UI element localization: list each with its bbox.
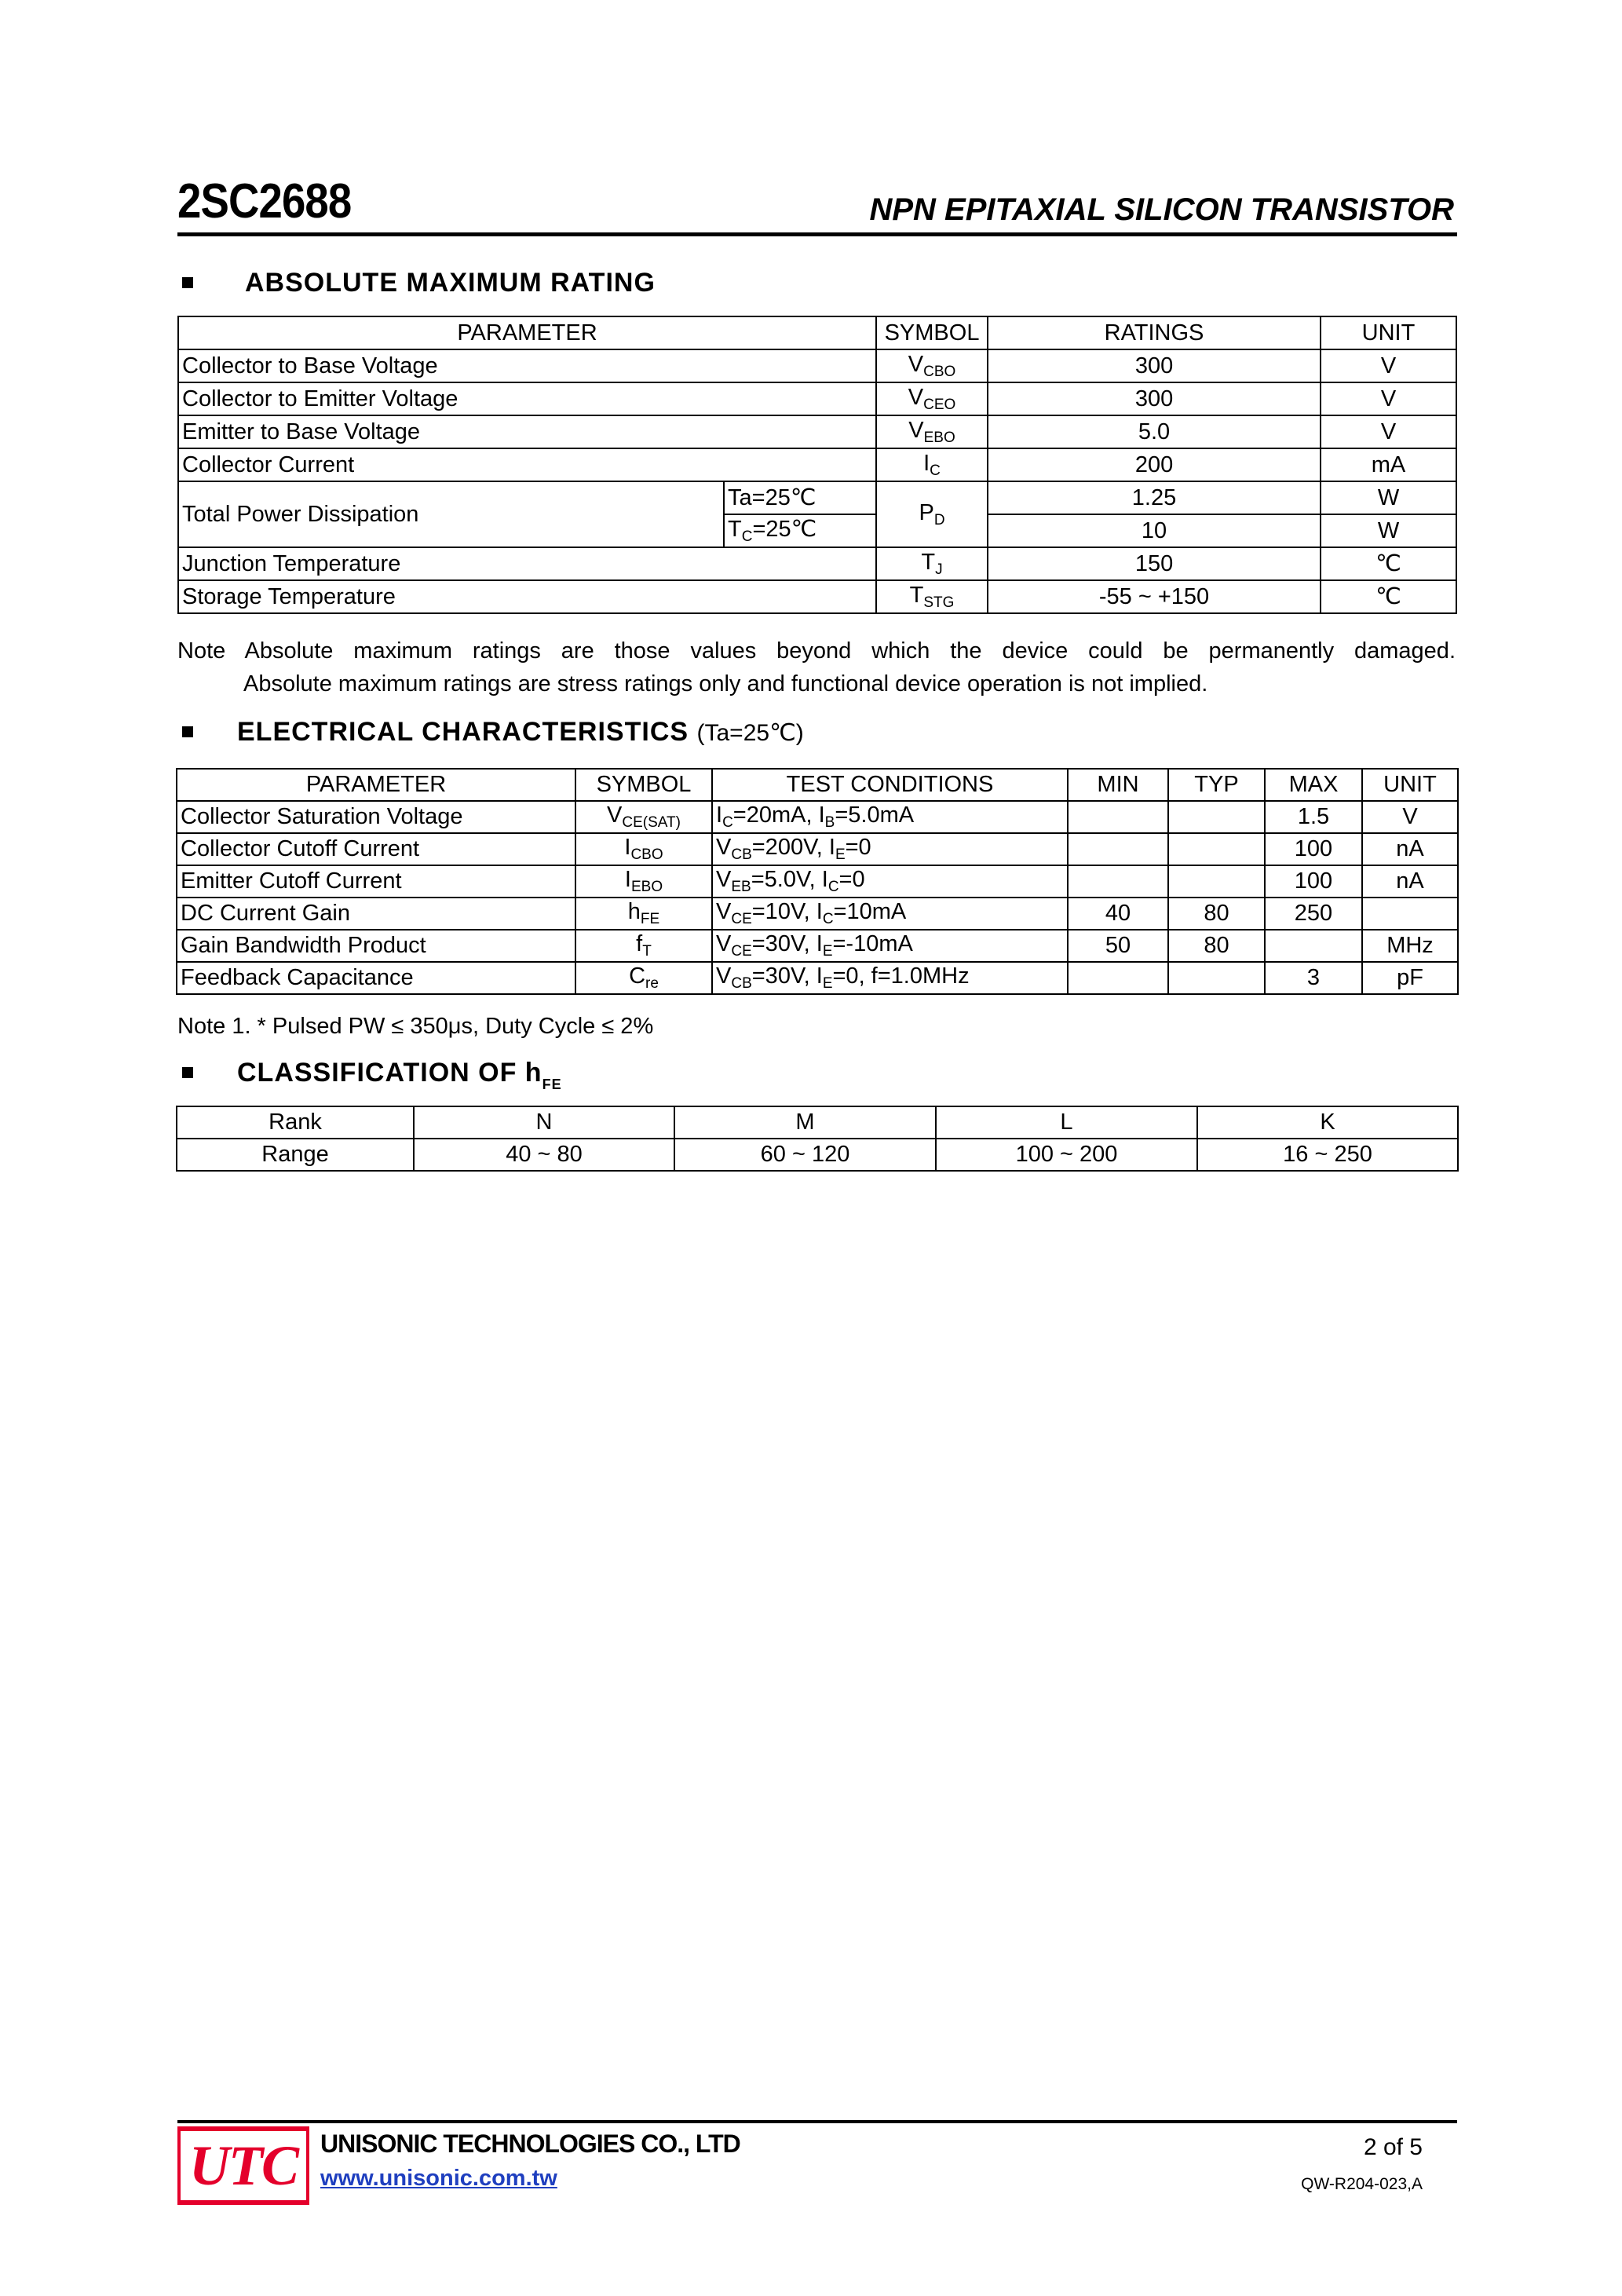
min-cell (1068, 801, 1168, 833)
website-link[interactable]: www.unisonic.com.tw (320, 2166, 557, 2191)
max-cell: 100 (1265, 865, 1362, 898)
symbol-cell: $P_D$ (876, 481, 988, 547)
parameter-cell: Collector to Emitter Voltage (178, 382, 876, 415)
unit-cell: mA (1321, 448, 1456, 481)
table-header-row (178, 316, 1456, 349)
rating-cell: 5.0 (988, 415, 1321, 448)
typ-cell: 80 (1168, 898, 1265, 930)
page-number: 2 of 5 (1363, 2134, 1423, 2160)
square-bullet-icon (182, 277, 193, 288)
unit-cell: W (1321, 514, 1456, 547)
rank-row (177, 1106, 1458, 1139)
square-bullet-icon (182, 726, 193, 737)
condition-cell: $T_C=25℃$ (724, 514, 876, 547)
rating-cell: 300 (988, 382, 1321, 415)
section-title: ELECTRICAL CHARACTERISTICS (Ta=25℃) (237, 717, 804, 747)
rating-cell: 10 (988, 514, 1321, 547)
rating-cell: 200 (988, 448, 1321, 481)
note-line-1: Note Absolute maximum ratings are those values beyond which the device could be permanently damaged. (177, 638, 1456, 664)
max-cell: 1.5 (1265, 801, 1362, 833)
unit-cell: V (1362, 801, 1458, 833)
column-header: MIN (1068, 769, 1168, 801)
table-row (178, 481, 1456, 514)
test-condition-cell: $V_{CE}=30V$, $I_E=-10mA$ (712, 930, 1068, 962)
column-header: SYMBOL (575, 769, 712, 801)
column-header: TEST CONDITIONS (712, 769, 1068, 801)
max-cell (1265, 930, 1362, 962)
column-header: UNIT (1321, 316, 1456, 349)
unit-cell: W (1321, 481, 1456, 514)
range-cell: 60 ~ 120 (674, 1139, 936, 1171)
parameter-cell: Emitter to Base Voltage (178, 415, 876, 448)
typ-cell (1168, 801, 1265, 833)
typ-cell: 80 (1168, 930, 1265, 962)
document-title: NPN EPITAXIAL SILICON TRANSISTOR (869, 192, 1454, 227)
rating-cell: 300 (988, 349, 1321, 382)
section-title: CLASSIFICATION OF $h_{FE}$ (237, 1058, 562, 1092)
parameter-cell: Junction Temperature (178, 547, 876, 580)
table-row (177, 801, 1458, 833)
max-cell: 100 (1265, 833, 1362, 865)
section-title: ABSOLUTE MAXIMUM RATING (245, 268, 656, 298)
square-bullet-icon (182, 1067, 193, 1078)
parameter-cell: Collector to Base Voltage (178, 349, 876, 382)
note-line-2: Absolute maximum ratings are stress ratings only and functional device operation is not implied. (243, 671, 1208, 696)
unit-cell: MHz (1362, 930, 1458, 962)
rank-cell: L (936, 1106, 1197, 1139)
symbol-cell: $I_{EBO}$ (575, 865, 712, 898)
table-row (177, 930, 1458, 962)
rank-cell: K (1197, 1106, 1458, 1139)
max-cell: 3 (1265, 962, 1362, 994)
test-condition-cell: $V_{CE}=10V$, $I_C=10mA$ (712, 898, 1068, 930)
parameter-cell: DC Current Gain (177, 898, 575, 930)
min-cell (1068, 833, 1168, 865)
part-number: 2SC2688 (177, 174, 352, 229)
min-cell: 50 (1068, 930, 1168, 962)
unit-cell: V (1321, 415, 1456, 448)
typ-cell (1168, 833, 1265, 865)
test-condition-cell: $V_{EB}=5.0V$, $I_C=0$ (712, 865, 1068, 898)
parameter-cell: Storage Temperature (178, 580, 876, 613)
table-row (178, 415, 1456, 448)
symbol-cell: $V_{CEO}$ (876, 382, 988, 415)
range-cell: 16 ~ 250 (1197, 1139, 1458, 1171)
min-cell (1068, 962, 1168, 994)
abs-max-table (177, 316, 1457, 614)
symbol-cell: $I_{CBO}$ (575, 833, 712, 865)
parameter-cell: Total Power Dissipation (178, 481, 724, 547)
unit-cell: nA (1362, 865, 1458, 898)
symbol-cell: $V_{EBO}$ (876, 415, 988, 448)
condition-cell: Ta=25℃ (724, 481, 876, 514)
table-row (178, 382, 1456, 415)
parameter-cell: Feedback Capacitance (177, 962, 575, 994)
table-row (178, 580, 1456, 613)
rating-cell: 150 (988, 547, 1321, 580)
document-code: QW-R204-023,A (1301, 2175, 1423, 2193)
unit-cell: V (1321, 382, 1456, 415)
range-cell: 100 ~ 200 (936, 1139, 1197, 1171)
electrical-note: Note 1. * Pulsed PW ≤ 350μs, Duty Cycle ≤ 2% (177, 1014, 654, 1039)
unit-cell (1362, 898, 1458, 930)
parameter-cell: Collector Cutoff Current (177, 833, 575, 865)
column-header: PARAMETER (178, 316, 876, 349)
min-cell (1068, 865, 1168, 898)
symbol-cell: $T_{STG}$ (876, 580, 988, 613)
test-condition-cell: $V_{CB}=30V$, $I_E=0$, f=1.0MHz (712, 962, 1068, 994)
table-row (177, 898, 1458, 930)
column-header: TYP (1168, 769, 1265, 801)
row-label: Range (177, 1139, 414, 1171)
section-condition: (Ta=25℃) (696, 720, 804, 746)
table-row (177, 865, 1458, 898)
symbol-cell: $f_T$ (575, 930, 712, 962)
rating-cell: -55 ~ +150 (988, 580, 1321, 613)
test-condition-cell: $V_{CB}=200V$, $I_E=0$ (712, 833, 1068, 865)
typ-cell (1168, 962, 1265, 994)
min-cell: 40 (1068, 898, 1168, 930)
typ-cell (1168, 865, 1265, 898)
company-name: UNISONIC TECHNOLOGIES CO., LTD (320, 2130, 740, 2158)
utc-logo: UTC (177, 2126, 309, 2205)
electrical-table (176, 768, 1459, 995)
column-header: RATINGS (988, 316, 1321, 349)
row-label: Rank (177, 1106, 414, 1139)
parameter-cell: Gain Bandwidth Product (177, 930, 575, 962)
table-header-row (177, 769, 1458, 801)
abs-max-note (177, 634, 1456, 700)
table-row (178, 349, 1456, 382)
max-cell: 250 (1265, 898, 1362, 930)
symbol-cell: $I_C$ (876, 448, 988, 481)
column-header: MAX (1265, 769, 1362, 801)
rating-cell: 1.25 (988, 481, 1321, 514)
column-header: SYMBOL (876, 316, 988, 349)
table-row (178, 448, 1456, 481)
symbol-cell: $T_J$ (876, 547, 988, 580)
unit-cell: nA (1362, 833, 1458, 865)
footer-divider (177, 2120, 1457, 2123)
range-cell: 40 ~ 80 (414, 1139, 674, 1171)
page-footer (177, 2120, 1457, 2214)
unit-cell: ℃ (1321, 580, 1456, 613)
unit-cell: pF (1362, 962, 1458, 994)
rank-cell: N (414, 1106, 674, 1139)
parameter-cell: Emitter Cutoff Current (177, 865, 575, 898)
rank-cell: M (674, 1106, 936, 1139)
symbol-cell: $h_{FE}$ (575, 898, 712, 930)
table-row (177, 962, 1458, 994)
range-row (177, 1139, 1458, 1171)
unit-cell: V (1321, 349, 1456, 382)
parameter-cell: Collector Current (178, 448, 876, 481)
unit-cell: ℃ (1321, 547, 1456, 580)
table-row (177, 833, 1458, 865)
symbol-cell: $C_{re}$ (575, 962, 712, 994)
table-row (178, 547, 1456, 580)
page-header (177, 173, 1457, 236)
parameter-cell: Collector Saturation Voltage (177, 801, 575, 833)
column-header: PARAMETER (177, 769, 575, 801)
column-header: UNIT (1362, 769, 1458, 801)
symbol-cell: $V_{CBO}$ (876, 349, 988, 382)
classification-table (176, 1106, 1459, 1172)
test-condition-cell: $I_C=20mA$, $I_B=5.0mA$ (712, 801, 1068, 833)
symbol-cell: $V_{CE(SAT)}$ (575, 801, 712, 833)
